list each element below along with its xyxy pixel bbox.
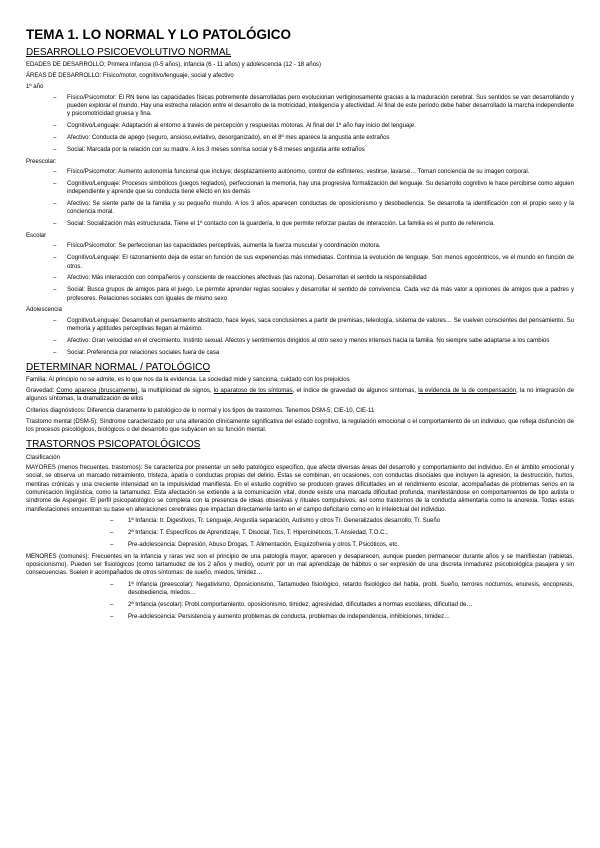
list-item: – 1ª Infancia: tr. Digestivos, Tr. Lenguaje, Angustia separación, Autismo y otros Tr. Generalizados desarrollo, Tr. Sueño [128, 517, 574, 525]
gravedad-label: Gravedad: [26, 388, 57, 395]
list-item: – Pre-adolescencia: Depresión, Abuso Drogas, T. Alimentación, Esquizofrenia y otros T. Psicóticos, etc. [128, 541, 574, 549]
list-item: – Cognitivo/Lenguaje: Procesos simbólicos (juegos reglados), perfeccionan la memoria, hay una progresiva formalización del lenguaje. Su desarrollo cognitivo le hace percibirse como alguien independiente y aprende que su conducta tiene efecto en los demás [67, 180, 574, 197]
section-heading-trastornos: TRASTORNOS PSICOPATOLÓGICOS [26, 438, 201, 450]
paragraph-areas: ÁREAS DE DESARROLLO: Físico/motor, cognitivo/lenguaje, social y afectivo [26, 72, 234, 79]
list-item: – Afectivo: Más interacción con compañeros y consciente de reacciones afectivas (las razona). Desarrollan el sentido la responsabilidad [67, 274, 574, 282]
list-item: – Físico/Psicomotor: El RN tiene las capacidades físicas pobremente desarrolladas pero evolucionan vertiginosamente gracias a la maduración cerebral. Sus sentidos se van desarrollando y pueden explorar el mundo. Hay una estrecha relación entre el desarrollo de la motricidad, inteligencia y afectividad. Al final de este periodo debe haber desarrollado la marcha independiente y psicomotricidad gruesa y fina. [67, 94, 574, 119]
list-item: – Social: Preferencia por relaciones sociales fuera de casa [67, 349, 574, 357]
list-mayores [26, 517, 574, 549]
gravedad-underlined-2: lo aparatoso de los síntomas [213, 388, 293, 395]
list-item: – Social: Socialización más estructurada. Tiene el 1º contacto con la guardería, lo que permite reforzar pautas de interacción. La familia es el punto de referencia. [67, 220, 574, 228]
paragraph-mayores: MAYORES (menos frecuentes, trastornos): Se caracteriza por presentar un sello patológico específico, que afecta diversas áreas del desarrollo y comportamiento del individuo. En el ámbito emocional y social, se observa un marcado retraimiento, tristeza, apatía o conductas propias del delirio. Estas se combinan, en ocasiones, con conductas disociales que incluyen la agresión, la destrucción, hurtos, mentiras crónicas y una creciente intensidad en la impulsividad manifiesta. En el estudio cognitivo se producen graves dificultades en el rendimiento escolar, acompañadas de problemas serios en la comunicación lingüística, como la tartamudez. Esta afectación se extiende a la comunicación vital, donde existe una marcada dificultad profunda, manifestándose en comportamientos de tipo autista o síndrome de Asperger. El perfil psicopatológico se completa con la presencia de ideas obsesivas y rituales compulsivos, así como trastornos de la conducta alimentaria como la anorexia. Todas estas manifestaciones encuentran su base en alteraciones cerebrales que impactan directamente tanto en el campo deficitario como en lo intelectual del individuo. [26, 465, 574, 513]
list-item: – Afectivo: Conducta de apego (seguro, ansioso,evitativo, desorganizado), en el 8º mes aparece la angustia ante extraños [67, 134, 574, 142]
list-item: – Cognitivo/Lenguaje: Adaptación al entorno a través de percepción y respuestas motoras. Al final del 1º año hay inicio del lenguaje. [67, 122, 574, 130]
paragraph-familia: Familia: Al principio no se admite, es lo que nos da la evidencia. La sociedad mide y sanciona, cuidado con los prejuicios [26, 376, 350, 383]
gravedad-text-1: , la multiplicidad de signos, [137, 388, 214, 395]
list-escolar [26, 242, 574, 303]
group-label-escolar: Escolar [26, 233, 47, 240]
list-primer-ano [26, 94, 574, 155]
gravedad-underlined-1: Como aparece (bruscamente) [56, 388, 138, 395]
group-label-adolescencia: Adolescencia [26, 307, 62, 314]
group-label-preescolar: Preescolar: [26, 158, 57, 165]
paragraph-menores: MENORES (comunes): Frecuentes en la infancia y raras vez son el principio de una patología mayor, aparecen y desaparecen, aunque pueden permanecer durante años y se manifiestan (rabietas, oposicionismo). Pueden ser fisiológicos (como tartamudez de los 2 años y medio), ocurrir por un mal aprendizaje de hábitos o ser expresión de una discreta inmadurez psicobiológica pasajera y sin consecuencias. Suelen ir acompañados de otros síntomas: de sueño, miedos, timidez… [26, 553, 574, 577]
group-label-primer-ano: 1º año [26, 84, 44, 91]
section-heading-determinar: DETERMINAR NORMAL / PATOLÓGICO [26, 361, 211, 373]
gravedad-text-3: , la no integración de algunos síntomas, la dramatización de ellos [26, 388, 575, 403]
list-item: – Pre-adolescencia: Persistencia y aumento problemas de conducta, problemas de independencia, inhibiciones, timidez… [128, 613, 574, 621]
list-item: – Social: Busca grupos de amigos para el juego. Le permite aprender reglas sociales y desarrollar el sentido de convivencia. Cada vez da más valor a opiniones de amigos que a padres y profesores. Relaciones sociales con iguales de mismo sexo [67, 286, 574, 303]
paragraph-trastorno-mental: Trastorno mental (DSM-5): Síndrome caracterizado por una alteración clínicamente significativa del estado cognitivo, la regulación emocional o el comportamiento de un individuo, que refleja disfunción de los procesos psicológicos, biológicos o del desarrollo que subyacen en su función mental. [26, 419, 574, 434]
section-heading-desarrollo: DESARROLLO PSICOEVOLUTIVO NORMAL [26, 46, 232, 58]
list-item: – 1ª Infancia (preescolar): Negativismo, Oposicionismo, Tartamudeo fisiológico, retardo fisiológico del habla, probl. Sueño, terrores nocturnos, enuresis, encopresis, desobediencia, miedos… [128, 581, 574, 598]
page-title: TEMA 1. LO NORMAL Y LO PATOLÓGICO [26, 27, 292, 42]
paragraph-gravedad [26, 387, 574, 404]
list-item: – Físico/Psicomotor: Se perfeccionan las capacidades perceptivas, aumenta la fuerza muscular y coordinación motora. [67, 242, 574, 250]
paragraph-criterios: Criterios diagnósticos: Diferencia claramente lo patológico de lo normal y los tipos de trastornos. Tenemos DSM-5; CIE-10, CIE-11 [26, 407, 375, 414]
gravedad-underlined-3: la evidencia de la de compensación [418, 388, 517, 395]
list-item: – Físico/Psicomotor: Aumento autonomía funcional que incluye; desplazamiento autónomo, control de esfínteres, vestirse, lavarse… Toman conciencia de su imagen corporal. [67, 168, 574, 176]
list-item: – 2ª Infancia: T. Específicos de Aprendizaje, T. Disocial, Tics, T. Hipercinéticos, T. Ansiedad, T.O.C., [128, 529, 574, 537]
paragraph-edades: EDADES DE DESARROLLO; Primera infancia (0-5 años), infancia (6 - 11 años) y adolescencia (12 - 18 años) [26, 61, 321, 68]
list-item: – Afectivo: Se siente parte de la familia y su pequeño mundo. A los 3 años aparecen conductas de oposicionismo y desobediencia. Se desarrolla la identificación con el propio sexo y la conciencia moral. [67, 200, 574, 217]
list-item: – Cognitivo/Lenguaje: El razonamiento deja de estar en función de sus experiencias más inmediatas. Continúa la evolución de lenguaje. Son menos egocéntricos, ve el mundo en función de otros. [67, 254, 574, 271]
list-preescolar [26, 168, 574, 229]
list-item: – 2ª Infancia (escolar): Probl.comportamiento, oposicionismo, timidez, agresividad, dificultades a normas escolares, dificultad de… [128, 601, 574, 609]
gravedad-text-2: , el índice de gravedad de algunos síntomas, [292, 388, 419, 395]
list-item: – Social: Marcada por la relación con su madre. A los 3 meses sonrisa social y 6-8 meses angustia ante extraños [67, 146, 574, 154]
list-menores [26, 581, 574, 621]
list-item: – Afectivo: Gran velocidad en el crecimiento. Instinto sexual. Afectos y sentimientos dirigidos al otro sexo y menos intensos hacia la familia. No siempre sabe adaptarse a los cambios [67, 337, 574, 345]
list-adolescencia [26, 317, 574, 357]
subheading-clasificacion: Clasificación [26, 454, 60, 461]
list-item: – Cognitivo/Lenguaje: Desarrollan el pensamiento abstracto, hace leyes, saca conclusiones a partir de premisas, teleología, sistema de valores… Se vuelven conscientes del pensamiento. Su memoria y aptitudes perceptivas llegan al máximo. [67, 317, 574, 334]
